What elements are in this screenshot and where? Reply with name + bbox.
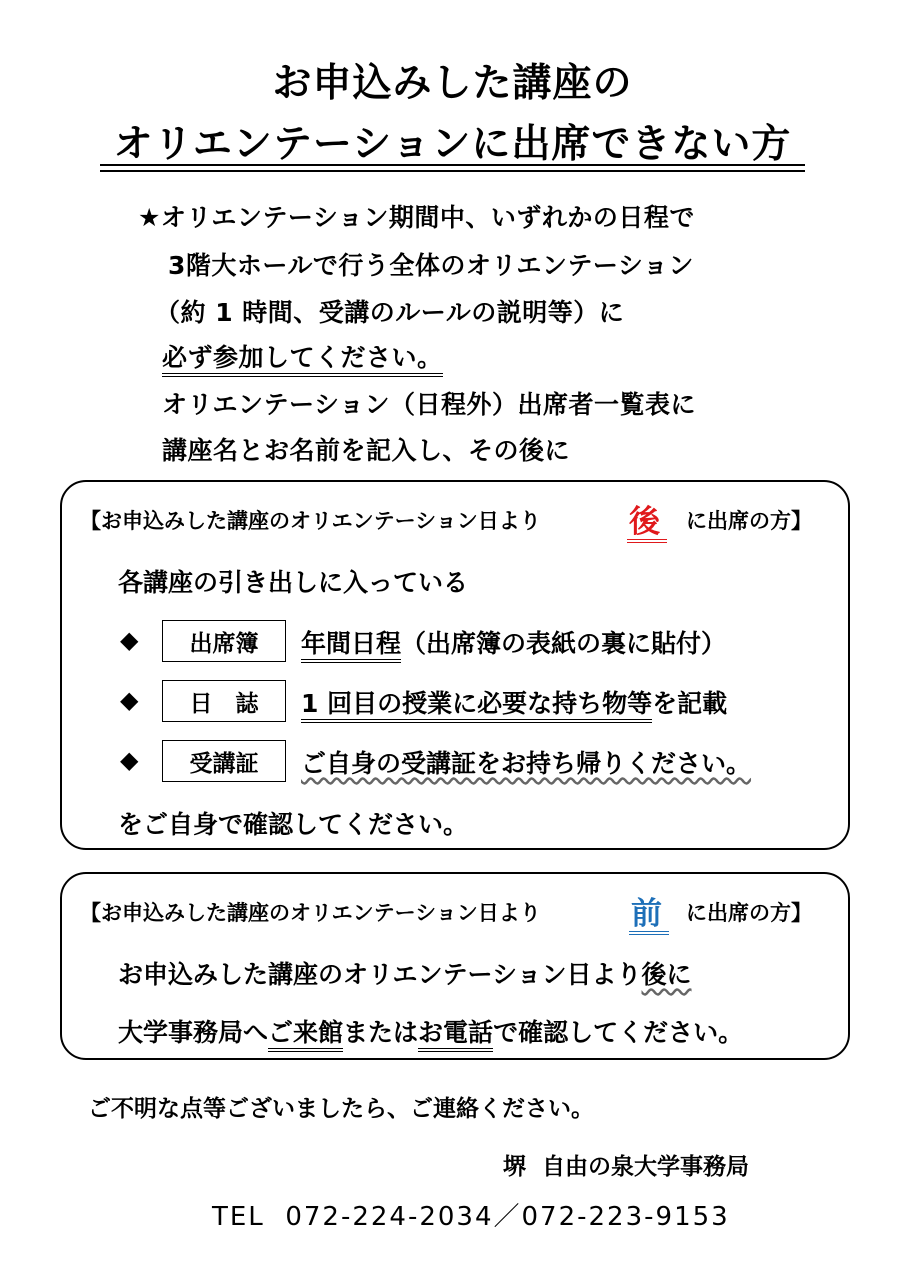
diamond-bullet-icon: ◆ [120, 626, 139, 654]
after-box-heading-prefix: 【お申込みした講座のオリエンテーション日より [80, 509, 541, 533]
intro-line-5: オリエンテーション（日程外）出席者一覧表に [162, 390, 697, 419]
intro-line-3: （約 1 時間、受講のルールの説明等）に [155, 298, 625, 327]
page-title-line1: お申込みした講座の [272, 61, 633, 106]
item-attendance-book [301, 624, 726, 660]
before-box-line-1 [118, 955, 692, 991]
intro-line-6: 講座名とお名前を記入し、その後に [162, 436, 571, 465]
before-box-heading-suffix: に出席の方】 [686, 901, 812, 925]
after-box-closing: をご自身で確認してください。 [118, 810, 469, 839]
journal-text: 1 回目の授業に必要な持ち物等 [301, 689, 652, 723]
journal-note: を記載 [652, 689, 728, 718]
after-orientation-box [60, 480, 850, 850]
phone-numbers: TEL 072-224-2034／072-223-9153 [212, 1202, 730, 1232]
intro-line-1: ★オリエンテーション期間中、いずれかの日程で [138, 203, 695, 232]
item-journal [301, 684, 727, 720]
student-card-text: ご自身の受講証をお持ち帰りください。 [301, 749, 752, 778]
before-keyword-underline [629, 931, 669, 935]
phone-call: お電話 [418, 1018, 493, 1052]
intro-line-2: 3階大ホールで行う全体のオリエンテーション [168, 251, 694, 280]
before-line2-c: または [343, 1018, 419, 1047]
intro-line-4 [162, 338, 443, 374]
inquiry-text: ご不明な点等ございましたら、ご連絡ください。 [88, 1096, 594, 1122]
before-line1-main: お申込みした講座のオリエンテーション日より [118, 960, 642, 989]
page-title-line2: オリエンテーションに出席できない方 [113, 122, 792, 167]
after-box-keyword: 後 [629, 504, 660, 540]
title-underline [100, 164, 805, 166]
before-box-keyword: 前 [631, 896, 662, 932]
before-line1-wavy: 後に [641, 960, 692, 989]
label-student-card: 受講証 [162, 740, 286, 782]
before-box-line-2 [118, 1013, 743, 1049]
office-name: 堺 自由の泉大学事務局 [503, 1154, 750, 1180]
before-line2-e: で確認してください。 [493, 1018, 744, 1047]
after-keyword-underline [627, 539, 667, 543]
before-box-heading-prefix: 【お申込みした講座のオリエンテーション日より [80, 901, 541, 925]
visit-in-person: ご来館 [268, 1018, 343, 1052]
item-student-card [301, 744, 751, 780]
annual-schedule-note: （出席簿の表紙の裏に貼付） [401, 629, 727, 658]
intro-must-attend: 必ず参加してください。 [162, 343, 443, 377]
after-box-heading-suffix: に出席の方】 [686, 509, 812, 533]
label-attendance-book: 出席簿 [162, 620, 286, 662]
label-journal: 日 誌 [162, 680, 286, 722]
title-underline-second [100, 170, 805, 172]
diamond-bullet-icon: ◆ [120, 746, 139, 774]
after-box-lead: 各講座の引き出しに入っている [118, 568, 469, 597]
before-line2-a: 大学事務局へ [118, 1018, 269, 1047]
diamond-bullet-icon: ◆ [120, 686, 139, 714]
annual-schedule-text: 年間日程 [301, 629, 401, 663]
